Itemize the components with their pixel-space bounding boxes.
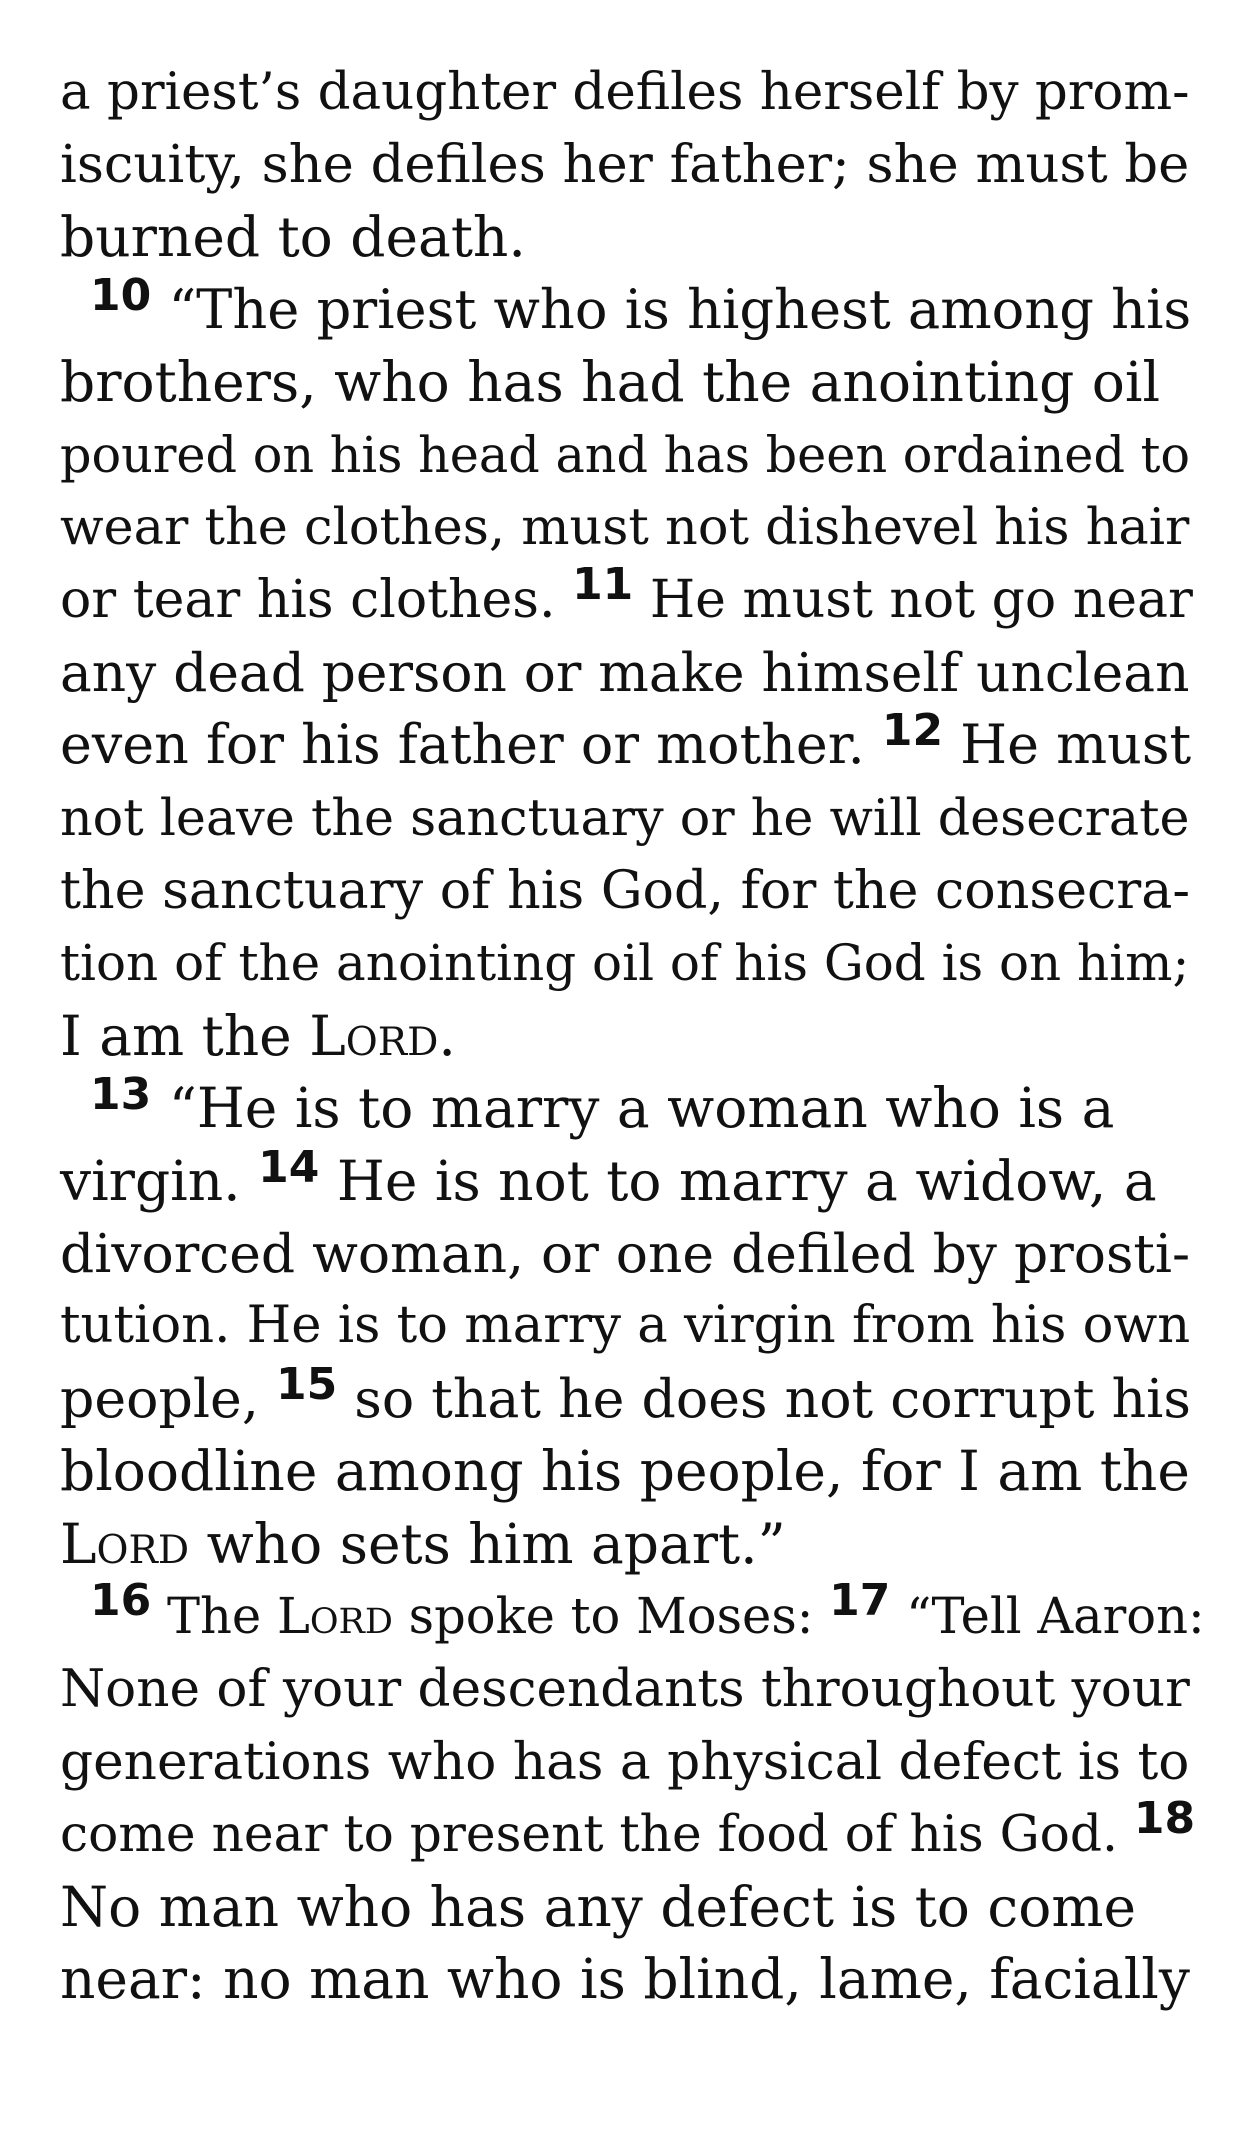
text-line: iscuity, she defiles her father; she must be <box>60 133 1190 195</box>
verse-number-12: 12 <box>881 705 944 757</box>
divine-name: Lord <box>276 1587 393 1646</box>
text-line: wear the clothes, must not dishevel his hair <box>60 497 1190 557</box>
verse-number-14: 14 <box>258 1141 320 1193</box>
text-line: brothers, who has had the anointing oil <box>60 350 1161 415</box>
verse-number-17: 17 <box>829 1575 891 1627</box>
divine-name: Lord <box>309 1003 439 1068</box>
verse-number-18: 18 <box>1133 1793 1196 1845</box>
text-line: even for his father or mother. $^{12}$ He must <box>60 705 1192 777</box>
text-line: not leave the sanctuary or he will desecrate <box>60 787 1190 847</box>
text-line: or tear his clothes. $^{11}$ He must not go near <box>60 559 1193 631</box>
text-line: None of your descendants throughout your <box>60 1659 1190 1720</box>
text-line: a priest’s daughter defiles herself by prom- <box>60 62 1190 122</box>
text-line: any dead person or make himself unclean <box>60 640 1190 704</box>
text-line: near: no man who is blind, lame, facially <box>60 1947 1190 2012</box>
text-line: I am the Lord. <box>60 1003 456 1068</box>
verse-number-10: 10 <box>90 269 152 321</box>
verse-number-11: 11 <box>572 559 634 611</box>
text-line: the sanctuary of his God, for the consecra- <box>60 860 1191 921</box>
text-line: 16 The Lord spoke to Moses: 17 “Tell Aaron: <box>90 1575 1205 1646</box>
verse-number-13: 13 <box>90 1069 152 1121</box>
verse-number-16: 16 <box>90 1575 152 1627</box>
text-line: generations who has a physical defect is to <box>60 1731 1190 1792</box>
text-line: $^{10}$ “The priest who is highest among his <box>90 269 1192 341</box>
text-line: tion of the anointing oil of his God is on him; <box>60 934 1190 993</box>
text-line: tution. He is to marry a virgin from his own <box>60 1296 1191 1356</box>
text-line: come near to present the food of his God. 18 <box>60 1793 1196 1864</box>
text-line: $^{13}$ “He is to marry a woman who is a <box>90 1069 1115 1141</box>
verse-number-15: 15 <box>275 1358 338 1410</box>
text-line: people, $^{15}$ so that he does not corrupt his <box>60 1358 1191 1430</box>
divine-name: Lord <box>60 1511 190 1576</box>
text-line: burned to death. <box>60 205 526 270</box>
scripture-text <box>60 56 1205 2016</box>
text-line: bloodline among his people, for I am the <box>60 1439 1190 1504</box>
text-line: virgin. $^{14}$ He is not to marry a widow, a <box>60 1141 1157 1213</box>
text-line: poured on his head and has been ordained to <box>60 425 1191 484</box>
text-line: divorced woman, or one defiled by prosti- <box>60 1221 1191 1285</box>
text-line: No man who has any defect is to come <box>60 1874 1137 1939</box>
text-line: Lord who sets him apart.” <box>60 1511 786 1576</box>
